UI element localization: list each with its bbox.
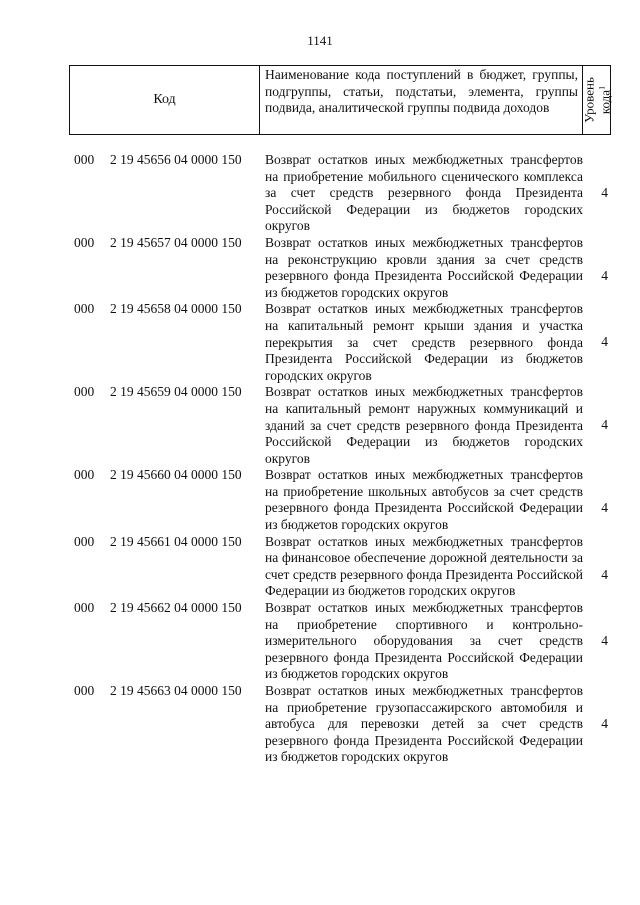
table-row (0, 384, 640, 467)
row-income-code: 2 19 45661 04 0000 150 (110, 533, 242, 549)
header-code-cell (70, 66, 260, 134)
header-level-cell (580, 66, 613, 134)
row-level: 4 (601, 417, 608, 433)
header-level-label (582, 77, 611, 123)
row-level: 4 (601, 633, 608, 649)
table-row (0, 467, 640, 533)
row-name: Возврат остатков иных межбюджетных трансфертов на капитальный ремонт крыши здания и участка перекрытия за счет средств резервного фонда Президента Российской Федерации из бюджетов городских округов (265, 301, 583, 383)
header-name-label: Наименование кода поступлений в бюджет, группы, подгруппы, статьи, подстатьи, элемента, группы подвида, аналитической группы подвида доходов (265, 67, 578, 115)
row-admin-code: 000 (74, 467, 95, 483)
table-row (0, 301, 640, 384)
row-name: Возврат остатков иных межбюджетных трансфертов на финансовое обеспечение дорожной деятельности за счет средств резервного фонда Президента Российской Федерации из бюджетов городских округов (265, 533, 583, 599)
row-admin-code: 000 (74, 301, 95, 317)
row-name: Возврат остатков иных межбюджетных трансфертов на приобретение школьных автобусов за счет средств резервного фонда Президента Российской Федерации из бюджетов городских округов (265, 467, 583, 533)
row-income-code: 2 19 45660 04 0000 150 (110, 467, 242, 483)
row-name: Возврат остатков иных межбюджетных трансфертов на реконструкцию кровли здания за счет средств резервного фонда Президента Российской Федерации из бюджетов городских округов (265, 234, 583, 300)
header-level-line1: Уровень (580, 77, 596, 123)
row-level: 4 (601, 267, 608, 283)
row-admin-code: 000 (74, 234, 95, 250)
table-row (0, 235, 640, 301)
table-row (0, 152, 640, 235)
header-level-footnote: 1 (596, 85, 606, 90)
row-level: 4 (601, 334, 608, 350)
row-income-code: 2 19 45658 04 0000 150 (110, 301, 242, 317)
row-income-code: 2 19 45657 04 0000 150 (110, 234, 242, 250)
row-name: Возврат остатков иных межбюджетных трансфертов на приобретение грузопассажирского автомобиля и автобуса для перевозки детей за счет средств резервного фонда Президента Российской Федерации из бюджетов городских округов (265, 683, 583, 765)
table-row (0, 683, 640, 766)
row-admin-code: 000 (74, 152, 95, 167)
row-level: 4 (601, 566, 608, 582)
header-level-line2: кода (597, 89, 613, 115)
row-income-code: 2 19 45662 04 0000 150 (110, 600, 242, 616)
row-admin-code: 000 (74, 683, 95, 698)
table-row (0, 600, 640, 683)
row-admin-code: 000 (74, 600, 95, 616)
table-header (69, 65, 611, 135)
row-level: 4 (601, 500, 608, 516)
row-income-code: 2 19 45663 04 0000 150 (110, 683, 242, 698)
header-name-cell (260, 66, 583, 134)
table-body (0, 152, 640, 766)
row-name: Возврат остатков иных межбюджетных трансфертов на приобретение мобильного сценического комплекса за счет средств резервного фонда Президента Российской Федерации из бюджетов городских округов (265, 152, 583, 234)
row-level: 4 (601, 716, 608, 731)
row-admin-code: 000 (74, 384, 95, 400)
header-code-label: Код (153, 92, 176, 107)
row-level: 4 (601, 185, 608, 200)
row-name: Возврат остатков иных межбюджетных трансфертов на капитальный ремонт наружных коммуникаций и зданий за счет средств резервного фонда Президента Российской Федерации из бюджетов городских округов (265, 384, 583, 466)
row-income-code: 2 19 45659 04 0000 150 (110, 384, 242, 400)
row-admin-code: 000 (74, 533, 95, 549)
page-number: 1141 (307, 33, 333, 48)
table-row (0, 534, 640, 600)
row-income-code: 2 19 45656 04 0000 150 (110, 152, 242, 167)
row-name: Возврат остатков иных межбюджетных трансфертов на приобретение спортивного и контрольно-измерительного оборудования за счет средств резервного фонда Президента Российской Федерации из бюджетов городских округов (265, 600, 583, 682)
